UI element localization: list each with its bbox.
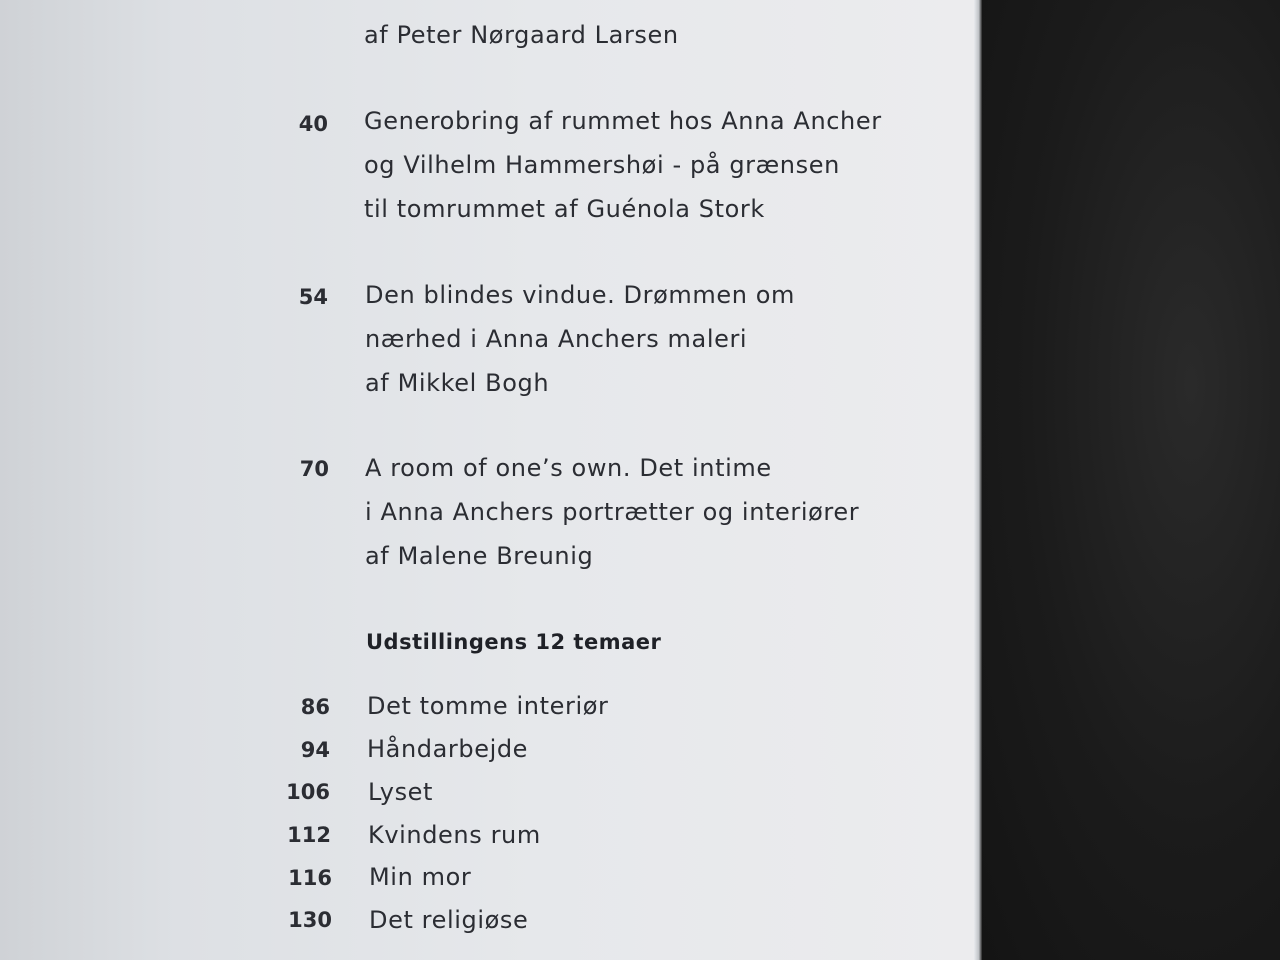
theme-title: Kvindens rum [368, 821, 541, 849]
entry-title-line: i Anna Anchers portrætter og interiører [365, 498, 860, 526]
entry-author-line: af Mikkel Bogh [365, 369, 550, 397]
entry-title-line: Den blindes vindue. Drømmen om [365, 281, 796, 309]
entry-author-line: til tomrummet af Guénola Stork [364, 195, 765, 223]
theme-page-number: 86 [300, 695, 330, 719]
theme-title: Det tomme interiør [367, 692, 609, 720]
entry-title-line: A room of one’s own. Det intime [365, 454, 772, 482]
entry-author-line: af Malene Breunig [365, 542, 594, 570]
theme-title: Håndarbejde [367, 735, 529, 763]
entry-page-number: 54 [298, 285, 328, 309]
entry-page-number: 70 [299, 457, 329, 481]
entry-title-line: nærhed i Anna Anchers maleri [365, 325, 748, 353]
dark-background [982, 0, 1280, 960]
theme-page-number: 112 [287, 823, 331, 847]
page-edge [974, 0, 982, 960]
section-heading: Udstillingens 12 temaer [366, 630, 662, 654]
entry-title-line: og Vilhelm Hammershøi - på grænsen [364, 151, 840, 179]
theme-page-number: 116 [288, 866, 332, 890]
entry-author-line: af Peter Nørgaard Larsen [364, 21, 679, 49]
entry-page-number: 40 [298, 112, 328, 136]
theme-title: Min mor [369, 863, 472, 891]
theme-title: Lyset [368, 778, 434, 806]
theme-page-number: 130 [288, 908, 332, 932]
theme-title: Det religiøse [369, 906, 529, 934]
theme-page-number: 106 [286, 780, 330, 804]
entry-title-line: Generobring af rummet hos Anna Ancher [364, 107, 882, 135]
theme-page-number: 94 [300, 738, 330, 762]
